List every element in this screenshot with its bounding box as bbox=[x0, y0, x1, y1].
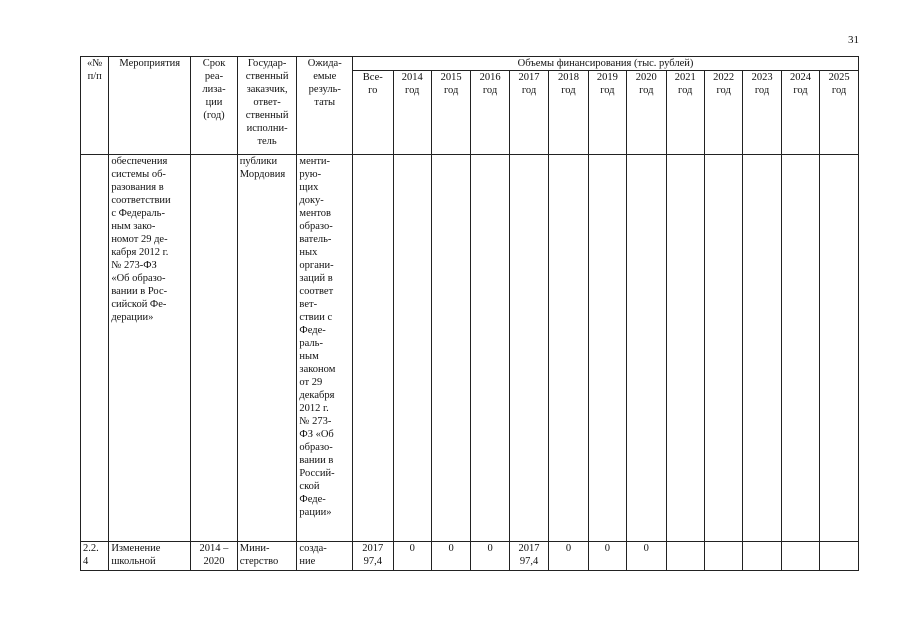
header-results: Ожида- емые резуль- таты bbox=[297, 57, 353, 155]
header-year-2022: 2022 год bbox=[704, 71, 742, 155]
row2-val-2017: 2017 97,4 bbox=[509, 542, 548, 571]
header-year-2017: 2017 год bbox=[509, 71, 548, 155]
header-num: «№ п/п bbox=[81, 57, 109, 155]
table-row bbox=[81, 542, 859, 571]
header-year-2015: 2015 год bbox=[431, 71, 470, 155]
row2-term: 2014 – 2020 bbox=[191, 542, 238, 571]
row2-val-2024 bbox=[781, 542, 819, 571]
row1-term bbox=[191, 155, 238, 542]
header-year-2014: 2014 год bbox=[393, 71, 431, 155]
header-year-2023: 2023 год bbox=[743, 71, 781, 155]
row2-val-2020: 0 bbox=[627, 542, 666, 571]
table-row bbox=[81, 155, 859, 542]
header-year-2018: 2018 год bbox=[549, 71, 588, 155]
row1-val bbox=[781, 155, 819, 542]
header-term: Срок реа- лиза- ции (год) bbox=[191, 57, 238, 155]
header-activity: Мероприятия bbox=[109, 57, 191, 155]
row2-val-2023 bbox=[743, 542, 781, 571]
row2-val-2019: 0 bbox=[588, 542, 626, 571]
row1-val bbox=[588, 155, 626, 542]
row2-results: созда- ние bbox=[297, 542, 353, 571]
row1-val bbox=[704, 155, 742, 542]
row1-customer: публики Мордовия bbox=[237, 155, 297, 542]
page-number: 31 bbox=[848, 34, 859, 46]
row1-val bbox=[627, 155, 666, 542]
row2-num: 2.2. 4 bbox=[81, 542, 109, 571]
row1-activity: обеспечения системы об- разования в соответствии с Федераль- ным зако- номот 29 де- кабря 2012 г. № 273-ФЗ «Об образо- вании в Рос- сийской Фе- дерации» bbox=[109, 155, 191, 542]
row1-results: менти- рую- щих доку- ментов образо- ватель- ных органи- заций в соответ вет- ствии с Феде- раль- ным законом от 29 декабря 2012 г. № 273- ФЗ «Об образо- вании в Россий- ской Феде- рации» bbox=[297, 155, 353, 542]
header-year-2024: 2024 год bbox=[781, 71, 819, 155]
header-funding: Объемы финансирования (тыс. рублей) bbox=[353, 57, 859, 71]
row1-val bbox=[471, 155, 509, 542]
row2-customer: Мини- стерство bbox=[237, 542, 297, 571]
program-table bbox=[80, 56, 859, 571]
header-customer: Государ- ственный заказчик, ответ- ственный исполни- тель bbox=[237, 57, 297, 155]
row2-val-2014: 0 bbox=[393, 542, 431, 571]
row1-val bbox=[743, 155, 781, 542]
row1-val bbox=[353, 155, 393, 542]
row1-val bbox=[820, 155, 859, 542]
row2-activity: Изменение школьной bbox=[109, 542, 191, 571]
header-year-2019: 2019 год bbox=[588, 71, 626, 155]
row2-val-2025 bbox=[820, 542, 859, 571]
row1-val bbox=[393, 155, 431, 542]
row2-val-2018: 0 bbox=[549, 542, 588, 571]
row1-val bbox=[549, 155, 588, 542]
row2-val-2015: 0 bbox=[431, 542, 470, 571]
row2-val-2021 bbox=[666, 542, 704, 571]
row1-val bbox=[431, 155, 470, 542]
row1-val bbox=[509, 155, 548, 542]
header-year-2020: 2020 год bbox=[627, 71, 666, 155]
header-year-2021: 2021 год bbox=[666, 71, 704, 155]
row1-val bbox=[666, 155, 704, 542]
row2-val-total: 2017 97,4 bbox=[353, 542, 393, 571]
header-year-total: Все- го bbox=[353, 71, 393, 155]
row2-val-2022 bbox=[704, 542, 742, 571]
header-year-2025: 2025 год bbox=[820, 71, 859, 155]
row2-val-2016: 0 bbox=[471, 542, 509, 571]
row1-num bbox=[81, 155, 109, 542]
header-year-2016: 2016 год bbox=[471, 71, 509, 155]
header-row bbox=[81, 57, 859, 71]
